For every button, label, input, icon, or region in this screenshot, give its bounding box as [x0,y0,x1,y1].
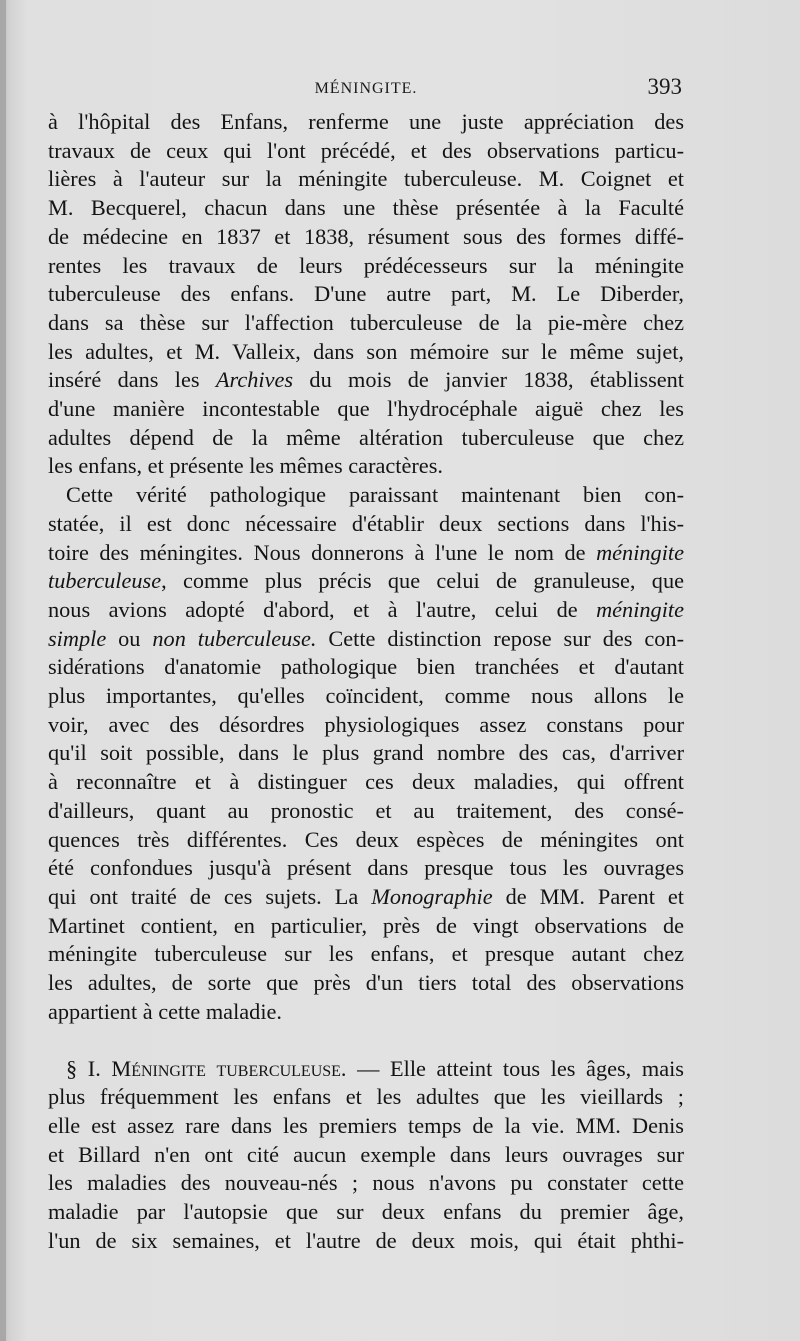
italic-term: tuberculeuse [48,568,162,594]
text-line [48,596,684,625]
text-line: été confondues jusqu'à présent dans presque tous les ouvrages [48,855,684,881]
text-line: lières à l'auteur sur la méningite tuberculeuse. M. Coignet et [48,166,684,192]
text-line: à l'hôpital des Enfans, renferme une juste appréciation des [48,109,684,134]
text-line: méningite tuberculeuse sur les enfans, et presque autant chez [48,941,684,967]
text-line: voir, avec des désordres physiologiques assez constans pour [48,711,684,737]
text-line: d'une manière incontestable que l'hydrocéphale aiguë chez les [48,396,684,422]
text-line: plus importantes, qu'elles coïncident, comme nous allons le [48,683,684,709]
text-line: sidérations d'anatomie pathologique bien tranchées et d'autant [48,654,684,680]
text-line [48,625,684,654]
text-run: toire des méningites. Nous donnerons à l'une le nom de [48,539,597,565]
text-line: les enfans, et présente les mêmes caractères. [48,453,443,479]
paragraph-2 [48,481,684,1026]
text-line [48,539,684,568]
section-heading: Méningite tuberculeuse. [111,1055,347,1081]
italic-term: non tuberculeuse. [152,625,317,651]
text-run: qui ont traité de ces sujets. La [48,883,372,909]
text-run: ou [106,625,153,651]
text-line: plus fréquemment les enfans et les adultes que les vieillards ; [48,1084,684,1110]
text-line: adultes dépend de la même altération tuberculeuse que chez [48,424,684,450]
text-line: qu'il soit possible, dans le plus grand nombre des cas, d'arriver [48,740,684,766]
italic-term: méningite [596,539,684,565]
text-line: de médecine en 1837 et 1838, résument sous des formes diffé- [48,223,684,249]
text-line: appartient à cette maladie. [48,998,282,1024]
running-head [48,74,684,104]
text-line: maladie par l'autopsie que sur deux enfans du premier âge, [48,1199,684,1225]
paragraph-1 [48,108,684,481]
text-line: quences très différentes. Ces deux espèces de méningites ont [48,826,684,852]
italic-term: méningite [596,596,684,622]
text-line: elle est assez rare dans les premiers temps de la vie. MM. Denis [48,1112,684,1138]
text-line: d'ailleurs, quant au pronostic et au traitement, des consé- [48,797,684,823]
text-run: inséré dans les [48,367,216,393]
text-line: travaux de ceux qui l'ont précédé, et des observations particu- [48,137,684,163]
section-1-paragraph [48,1055,684,1256]
text-run: nous avions adopté d'abord, et à l'autre, celui de [48,596,597,622]
text-line: et Billard n'en ont cité aucun exemple dans leurs ouvrages sur [48,1141,684,1167]
text-line: statée, il est donc nécessaire d'établir deux sections dans l'his- [48,510,684,536]
text-line: Martinet contient, en particulier, près de vingt observations de [48,912,684,938]
text-line [48,366,684,395]
text-line: à reconnaître et à distinguer ces deux maladies, qui offrent [48,769,684,795]
section-spacer [48,1027,684,1055]
section-number: § I. [66,1055,101,1081]
text-line [48,567,684,596]
text-line: les maladies des nouveau-nés ; nous n'avons pu constater cette [48,1170,684,1196]
text-run: , comme plus précis que celui de granuleuse, que [161,568,684,594]
italic-title-monographie: Monographie [371,883,493,909]
text-run: de MM. Parent et [492,883,684,909]
text-run: — Elle atteint tous les âges, mais [346,1055,684,1081]
body-text [48,108,684,1255]
text-line: Cette vérité pathologique paraissant maintenant bien con- [66,482,684,508]
italic-term: simple [48,625,107,651]
page-number: 393 [647,74,682,99]
running-title: MÉNINGITE. [314,80,418,97]
text-line: M. Becquerel, chacun dans une thèse présentée à la Faculté [48,195,684,221]
text-line: tuberculeuse des enfans. D'une autre part, M. Le Diberder, [48,281,684,307]
text-line [48,883,684,912]
text-line: dans sa thèse sur l'affection tuberculeuse de la pie-mère chez [48,309,684,335]
italic-title-archives: Archives [215,367,294,393]
text-line: l'un de six semaines, et l'autre de deux mois, qui était phthi- [48,1227,684,1253]
section-heading-line [48,1055,684,1084]
text-line: les adultes, et M. Valleix, dans son mémoire sur le même sujet, [48,338,684,364]
text-line: rentes les travaux de leurs prédécesseurs sur la méningite [48,252,684,278]
text-run: du mois de janvier 1838, établissent [293,367,684,393]
text-line: les adultes, de sorte que près d'un tiers total des observations [48,970,684,996]
text-run: Cette distinction repose sur des con- [316,625,684,651]
